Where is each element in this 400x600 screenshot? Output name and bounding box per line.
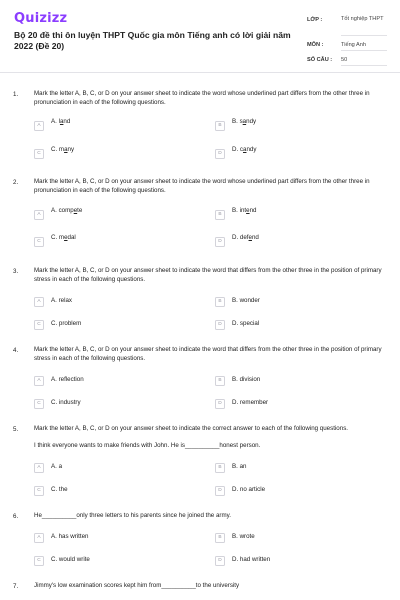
option-box-c[interactable]: C	[34, 149, 44, 159]
option-a[interactable]: A. compete	[51, 207, 83, 214]
underlined-part: e	[64, 234, 68, 241]
option-d[interactable]: D. special	[232, 320, 260, 327]
option-box-c[interactable]: C	[34, 320, 44, 330]
subject-underline	[341, 50, 387, 51]
option-box-b[interactable]: B	[215, 210, 225, 220]
option-c[interactable]: C. medal	[51, 234, 76, 241]
option-c[interactable]: C. would write	[51, 556, 90, 563]
question-count-label: SỐ CÂU :	[307, 57, 333, 63]
option-a[interactable]: A. reflection	[51, 376, 84, 383]
option-d[interactable]: D. candy	[232, 146, 257, 153]
option-a[interactable]: A. land	[51, 118, 71, 125]
option-box-a[interactable]: A	[34, 533, 44, 543]
underlined-part: a	[242, 118, 247, 125]
option-d[interactable]: D. no article	[232, 486, 266, 493]
option-box-b[interactable]: B	[215, 533, 225, 543]
subject-value: Tiếng Anh	[341, 42, 366, 48]
worksheet-header	[0, 0, 400, 73]
underlined-part: e	[246, 207, 250, 214]
question-number: 3.	[13, 268, 19, 275]
option-box-d[interactable]: D	[215, 486, 225, 496]
question-text: Mark the letter A, B, C, or D on your answer sheet to indicate the correct answer to each of the following questions.	[34, 425, 349, 432]
option-box-d[interactable]: D	[215, 149, 225, 159]
option-box-c[interactable]: C	[34, 399, 44, 409]
option-d[interactable]: D. remember	[232, 399, 269, 406]
option-box-b[interactable]: B	[215, 121, 225, 131]
question-text: Jimmy's low examination scores kept him from__________to the university	[34, 582, 240, 589]
underlined-part: e	[73, 207, 78, 214]
option-box-c[interactable]: C	[34, 237, 44, 247]
option-box-a[interactable]: A	[34, 210, 44, 220]
question-number: 1.	[13, 91, 19, 98]
underlined-part: e	[248, 234, 252, 241]
option-a[interactable]: A. a	[51, 463, 63, 470]
option-box-d[interactable]: D	[215, 237, 225, 247]
option-a[interactable]: A. relax	[51, 297, 72, 304]
option-b[interactable]: B. wrote	[232, 533, 255, 540]
underlined-part: a	[243, 146, 247, 153]
option-box-a[interactable]: A	[34, 297, 44, 307]
option-box-a[interactable]: A	[34, 121, 44, 131]
question-text: Mark the letter A, B, C, or D on your answer sheet to indicate the word that differs from the other three in the position of primary stress in each of the following questions.	[34, 267, 382, 284]
question-count-value: 50	[341, 57, 348, 63]
option-box-d[interactable]: D	[215, 399, 225, 409]
option-b[interactable]: B. an	[232, 463, 247, 470]
worksheet-title: Bộ 20 đề thi ôn luyện THPT Quốc gia môn Tiếng anh có lời giải năm 2022 (Đề 20)	[14, 30, 291, 51]
option-box-b[interactable]: B	[215, 297, 225, 307]
question-number: 4.	[13, 347, 19, 354]
underlined-part: a	[59, 118, 64, 125]
option-c[interactable]: C. the	[51, 486, 68, 493]
option-box-d[interactable]: D	[215, 320, 225, 330]
option-box-a[interactable]: A	[34, 463, 44, 473]
option-b[interactable]: B. sandy	[232, 118, 257, 125]
option-b[interactable]: B. intend	[232, 207, 257, 214]
question-text: Mark the letter A, B, C, or D on your answer sheet to indicate the word that differs from the other three in the position of primary stress in each of the following questions.	[34, 346, 382, 363]
option-c[interactable]: C. problem	[51, 320, 82, 327]
question-text: Mark the letter A, B, C, or D on your answer sheet to indicate the word whose underlined part differs from the other three in pronunciation in each of the following questions.	[34, 178, 370, 195]
question-number: 2.	[13, 179, 19, 186]
question-number: 5.	[13, 426, 19, 433]
option-d[interactable]: D. defend	[232, 234, 259, 241]
option-b[interactable]: B. division	[232, 376, 261, 383]
option-c[interactable]: C. many	[51, 146, 75, 153]
question-number: 6.	[13, 513, 19, 520]
question-text: He__________only three letters to his parents since he joined the army.	[34, 512, 231, 519]
quizizz-logo[interactable]: Quizizz	[14, 11, 68, 26]
class-label: LỚP :	[307, 17, 323, 23]
option-box-b[interactable]: B	[215, 463, 225, 473]
question-text: Mark the letter A, B, C, or D on your answer sheet to indicate the word whose underlined part differs from the other three in pronunciation in each of the following questions.	[34, 90, 370, 107]
option-b[interactable]: B. wonder	[232, 297, 260, 304]
option-box-c[interactable]: C	[34, 556, 44, 566]
option-box-b[interactable]: B	[215, 376, 225, 386]
option-c[interactable]: C. industry	[51, 399, 81, 406]
option-box-d[interactable]: D	[215, 556, 225, 566]
option-box-c[interactable]: C	[34, 486, 44, 496]
option-d[interactable]: D. had written	[232, 556, 271, 563]
question-sentence: I think everyone wants to make friends with John. He is__________honest person.	[34, 442, 261, 449]
option-box-a[interactable]: A	[34, 376, 44, 386]
subject-label: MÔN :	[307, 42, 324, 48]
class-value: Tốt nghiệp THPT	[341, 16, 384, 22]
question-count-underline	[341, 65, 387, 66]
underlined-part: a	[64, 146, 68, 153]
question-number: 7.	[13, 583, 19, 590]
option-a[interactable]: A. has written	[51, 533, 89, 540]
class-underline	[341, 35, 387, 36]
